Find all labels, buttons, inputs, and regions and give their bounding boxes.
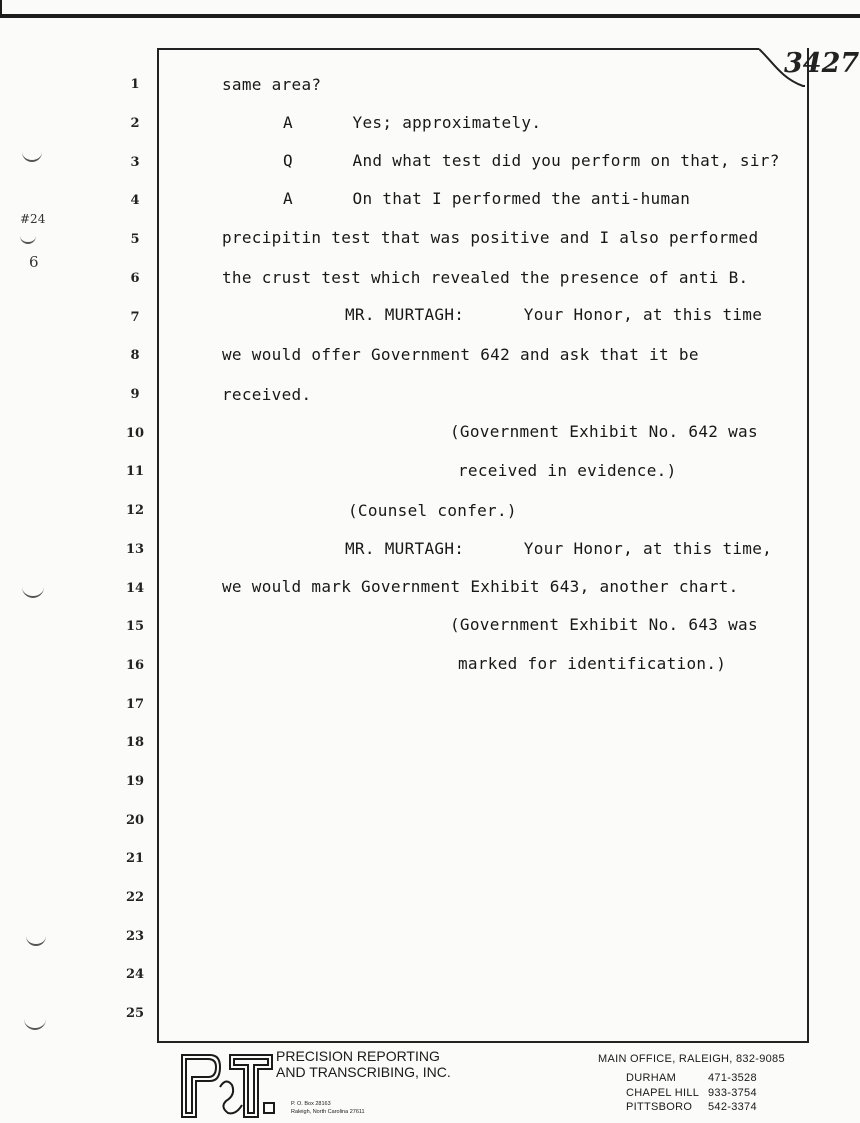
line-number: 23 <box>125 929 145 944</box>
margin-curve-3 <box>22 574 44 598</box>
city-address: Raleigh, North Carolina 27611 <box>291 1109 365 1115</box>
margin-curve-2 <box>20 232 36 244</box>
line-number: 18 <box>125 735 145 750</box>
transcript-line: the crust test which revealed the presence of anti B. <box>222 268 749 287</box>
line-number: 4 <box>130 193 140 208</box>
line-number: 14 <box>125 581 145 596</box>
transcript-line: precipitin test that was positive and I also performed <box>222 228 759 247</box>
company-name-line1: PRECISION REPORTING <box>276 1048 440 1064</box>
transcript-line: we would offer Government 642 and ask that it be <box>222 345 699 364</box>
line-number: 21 <box>125 851 145 866</box>
office-phone: 542-3374 <box>708 1101 757 1113</box>
line-number: 22 <box>125 890 145 905</box>
transcript-line: received in evidence.) <box>458 461 677 480</box>
margin-note-number: 6 <box>29 253 39 271</box>
line-number: 3 <box>130 155 140 170</box>
line-number: 12 <box>125 503 145 518</box>
office-city: DURHAM <box>626 1072 677 1084</box>
office-durham <box>626 1072 757 1084</box>
line-number: 17 <box>125 697 145 712</box>
transcript-line: same area? <box>222 75 322 94</box>
company-name-line2: AND TRANSCRIBING, INC. <box>276 1064 451 1080</box>
margin-note-mark: #24 <box>20 212 46 226</box>
line-number: 1 <box>130 77 140 92</box>
company-logo <box>180 1051 276 1118</box>
line-number: 11 <box>125 464 145 479</box>
transcript-line: MR. MURTAGH: Your Honor, at this time <box>345 305 763 324</box>
transcript-line: marked for identification.) <box>458 654 727 673</box>
line-number: 15 <box>125 619 145 634</box>
line-number: 2 <box>130 116 140 131</box>
transcript-line: received. <box>222 385 312 404</box>
line-number: 16 <box>125 658 145 673</box>
main-office: MAIN OFFICE, RALEIGH, 832-9085 <box>598 1053 785 1065</box>
line-number: 20 <box>125 813 145 828</box>
line-number: 24 <box>125 967 145 982</box>
line-number: 8 <box>130 348 140 363</box>
transcript-frame-top <box>157 48 759 50</box>
transcript-line: we would mark Government Exhibit 643, another chart. <box>222 577 739 596</box>
transcript-line: (Government Exhibit No. 642 was <box>450 422 758 441</box>
transcript-line: (Government Exhibit No. 643 was <box>450 615 758 634</box>
line-number: 19 <box>125 774 145 789</box>
line-number: 5 <box>130 232 140 247</box>
transcript-line: Q And what test did you perform on that, sir? <box>283 151 780 170</box>
page-number: 3427 <box>784 48 860 79</box>
company-address <box>291 1100 365 1116</box>
office-chapel-hill <box>626 1087 757 1099</box>
line-number: 6 <box>130 271 140 286</box>
transcript-line: MR. MURTAGH: Your Honor, at this time, <box>345 539 773 558</box>
office-phone: 933-3754 <box>708 1087 757 1099</box>
office-pittsboro <box>626 1101 757 1113</box>
transcript-line: A On that I performed the anti-human <box>283 189 691 208</box>
line-number: 10 <box>125 426 145 441</box>
margin-curve-5 <box>24 1018 46 1030</box>
line-number: 7 <box>130 310 140 325</box>
line-number: 13 <box>125 542 145 557</box>
transcript-line: (Counsel confer.) <box>348 501 517 520</box>
top-rule <box>0 14 860 18</box>
margin-curve-4 <box>26 936 46 946</box>
line-number: 25 <box>125 1006 145 1021</box>
po-box: P. O. Box 28163 <box>291 1101 331 1107</box>
office-city: PITTSBORO <box>626 1101 693 1113</box>
margin-curve-1 <box>22 140 42 162</box>
office-phone: 471-3528 <box>708 1072 757 1084</box>
line-number: 9 <box>130 387 140 402</box>
office-city: CHAPEL HILL <box>626 1087 700 1099</box>
transcript-line: A Yes; approximately. <box>283 113 542 132</box>
company-name <box>276 1048 451 1080</box>
